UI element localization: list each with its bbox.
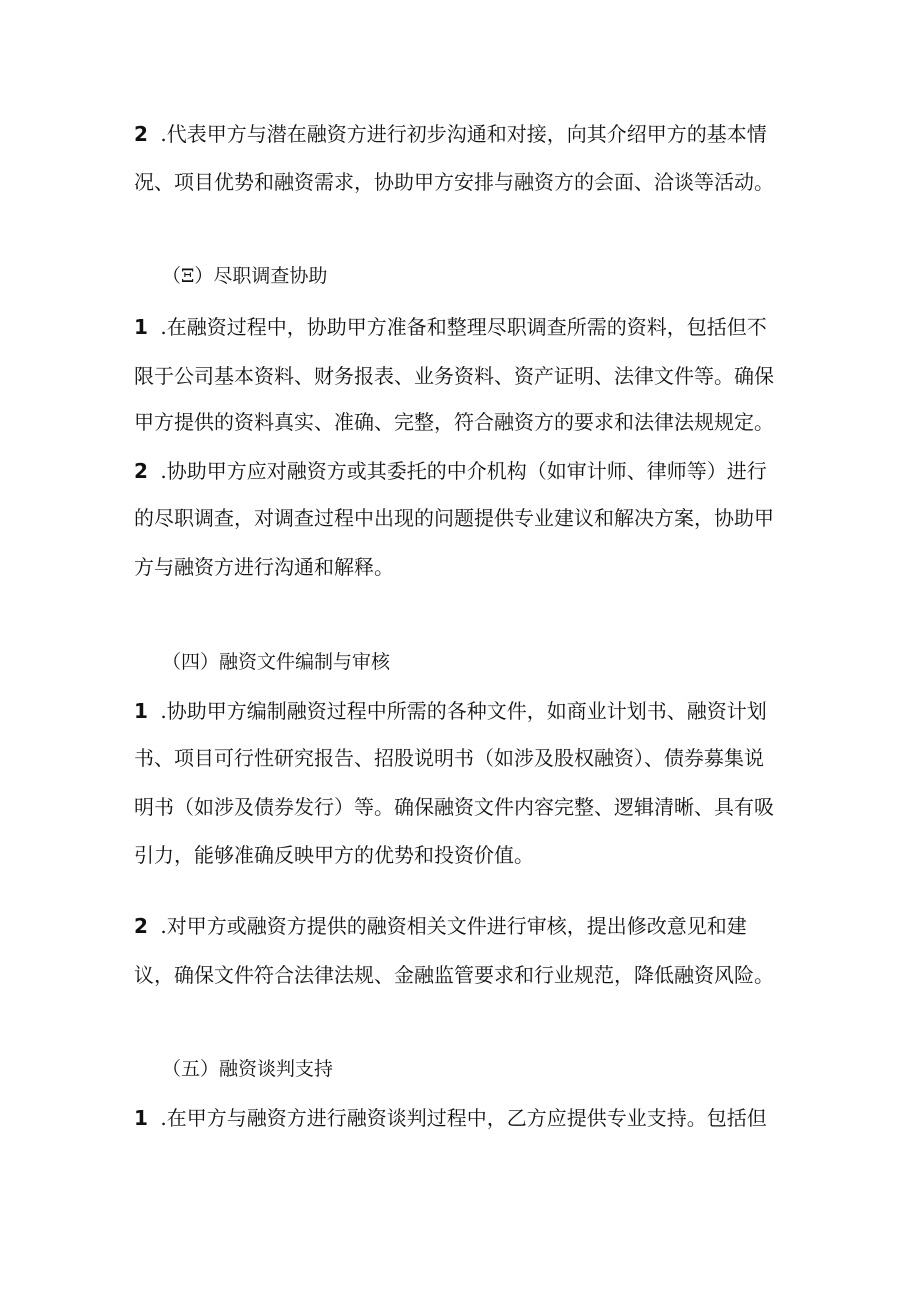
list-number: 1 <box>134 699 148 723</box>
paragraph-text: .协助甲方应对融资方或其委托的中介机构（如审计师、律师等）进行 <box>154 459 767 483</box>
section-heading: （五）融资谈判支持 <box>162 1058 334 1080</box>
paragraph-line <box>134 697 767 725</box>
paragraph-text: .协助甲方编制融资过程中所需的各种文件，如商业计划书、融资计划 <box>154 699 767 723</box>
paragraph-text: .在融资过程中，协助甲方准备和整理尽职调查所需的资料，包括但不 <box>154 315 767 339</box>
section-heading: （四）融资文件编制与审核 <box>162 651 391 673</box>
paragraph-line: 书、项目可行性研究报告、招股说明书（如涉及股权融资）、债券募集说 <box>134 746 764 770</box>
paragraph-line: 甲方提供的资料真实、准确、完整，符合融资方的要求和法律法规规定。 <box>134 410 774 434</box>
paragraph-line <box>134 1104 767 1132</box>
paragraph-line: 的尽职调查，对调查过程中出现的问题提供专业建议和解决方案，协助甲 <box>134 506 774 530</box>
paragraph-line: 明书（如涉及债券发行）等。确保融资文件内容完整、逻辑清晰、具有吸 <box>134 795 774 819</box>
paragraph-line <box>134 120 767 148</box>
paragraph-line <box>134 912 747 940</box>
list-number: 1 <box>134 1106 148 1130</box>
section-heading: （Ξ）尽职调查协助 <box>162 265 328 287</box>
paragraph-line: 引力，能够准确反映甲方的优势和投资价值。 <box>134 843 534 867</box>
paragraph-line: 方与融资方进行沟通和解释。 <box>134 555 394 579</box>
paragraph-line <box>134 313 767 341</box>
list-number: 2 <box>134 914 148 938</box>
paragraph-line <box>134 457 767 485</box>
list-number: 2 <box>134 459 148 483</box>
paragraph-text: .代表甲方与潜在融资方进行初步沟通和对接，向其介绍甲方的基本情 <box>154 122 767 146</box>
paragraph-text: .对甲方或融资方提供的融资相关文件进行审核，提出修改意见和建 <box>154 914 747 938</box>
paragraph-text: .在甲方与融资方进行融资谈判过程中，乙方应提供专业支持。包括但 <box>154 1106 767 1130</box>
paragraph-line: 限于公司基本资料、财务报表、业务资料、资产证明、法律文件等。确保 <box>134 364 774 388</box>
paragraph-line: 议，确保文件符合法律法规、金融监管要求和行业规范，降低融资风险。 <box>134 963 774 987</box>
list-number: 1 <box>134 315 148 339</box>
paragraph-line: 况、项目优势和融资需求，协助甲方安排与融资方的会面、洽谈等活动。 <box>134 170 774 194</box>
list-number: 2 <box>134 122 148 146</box>
